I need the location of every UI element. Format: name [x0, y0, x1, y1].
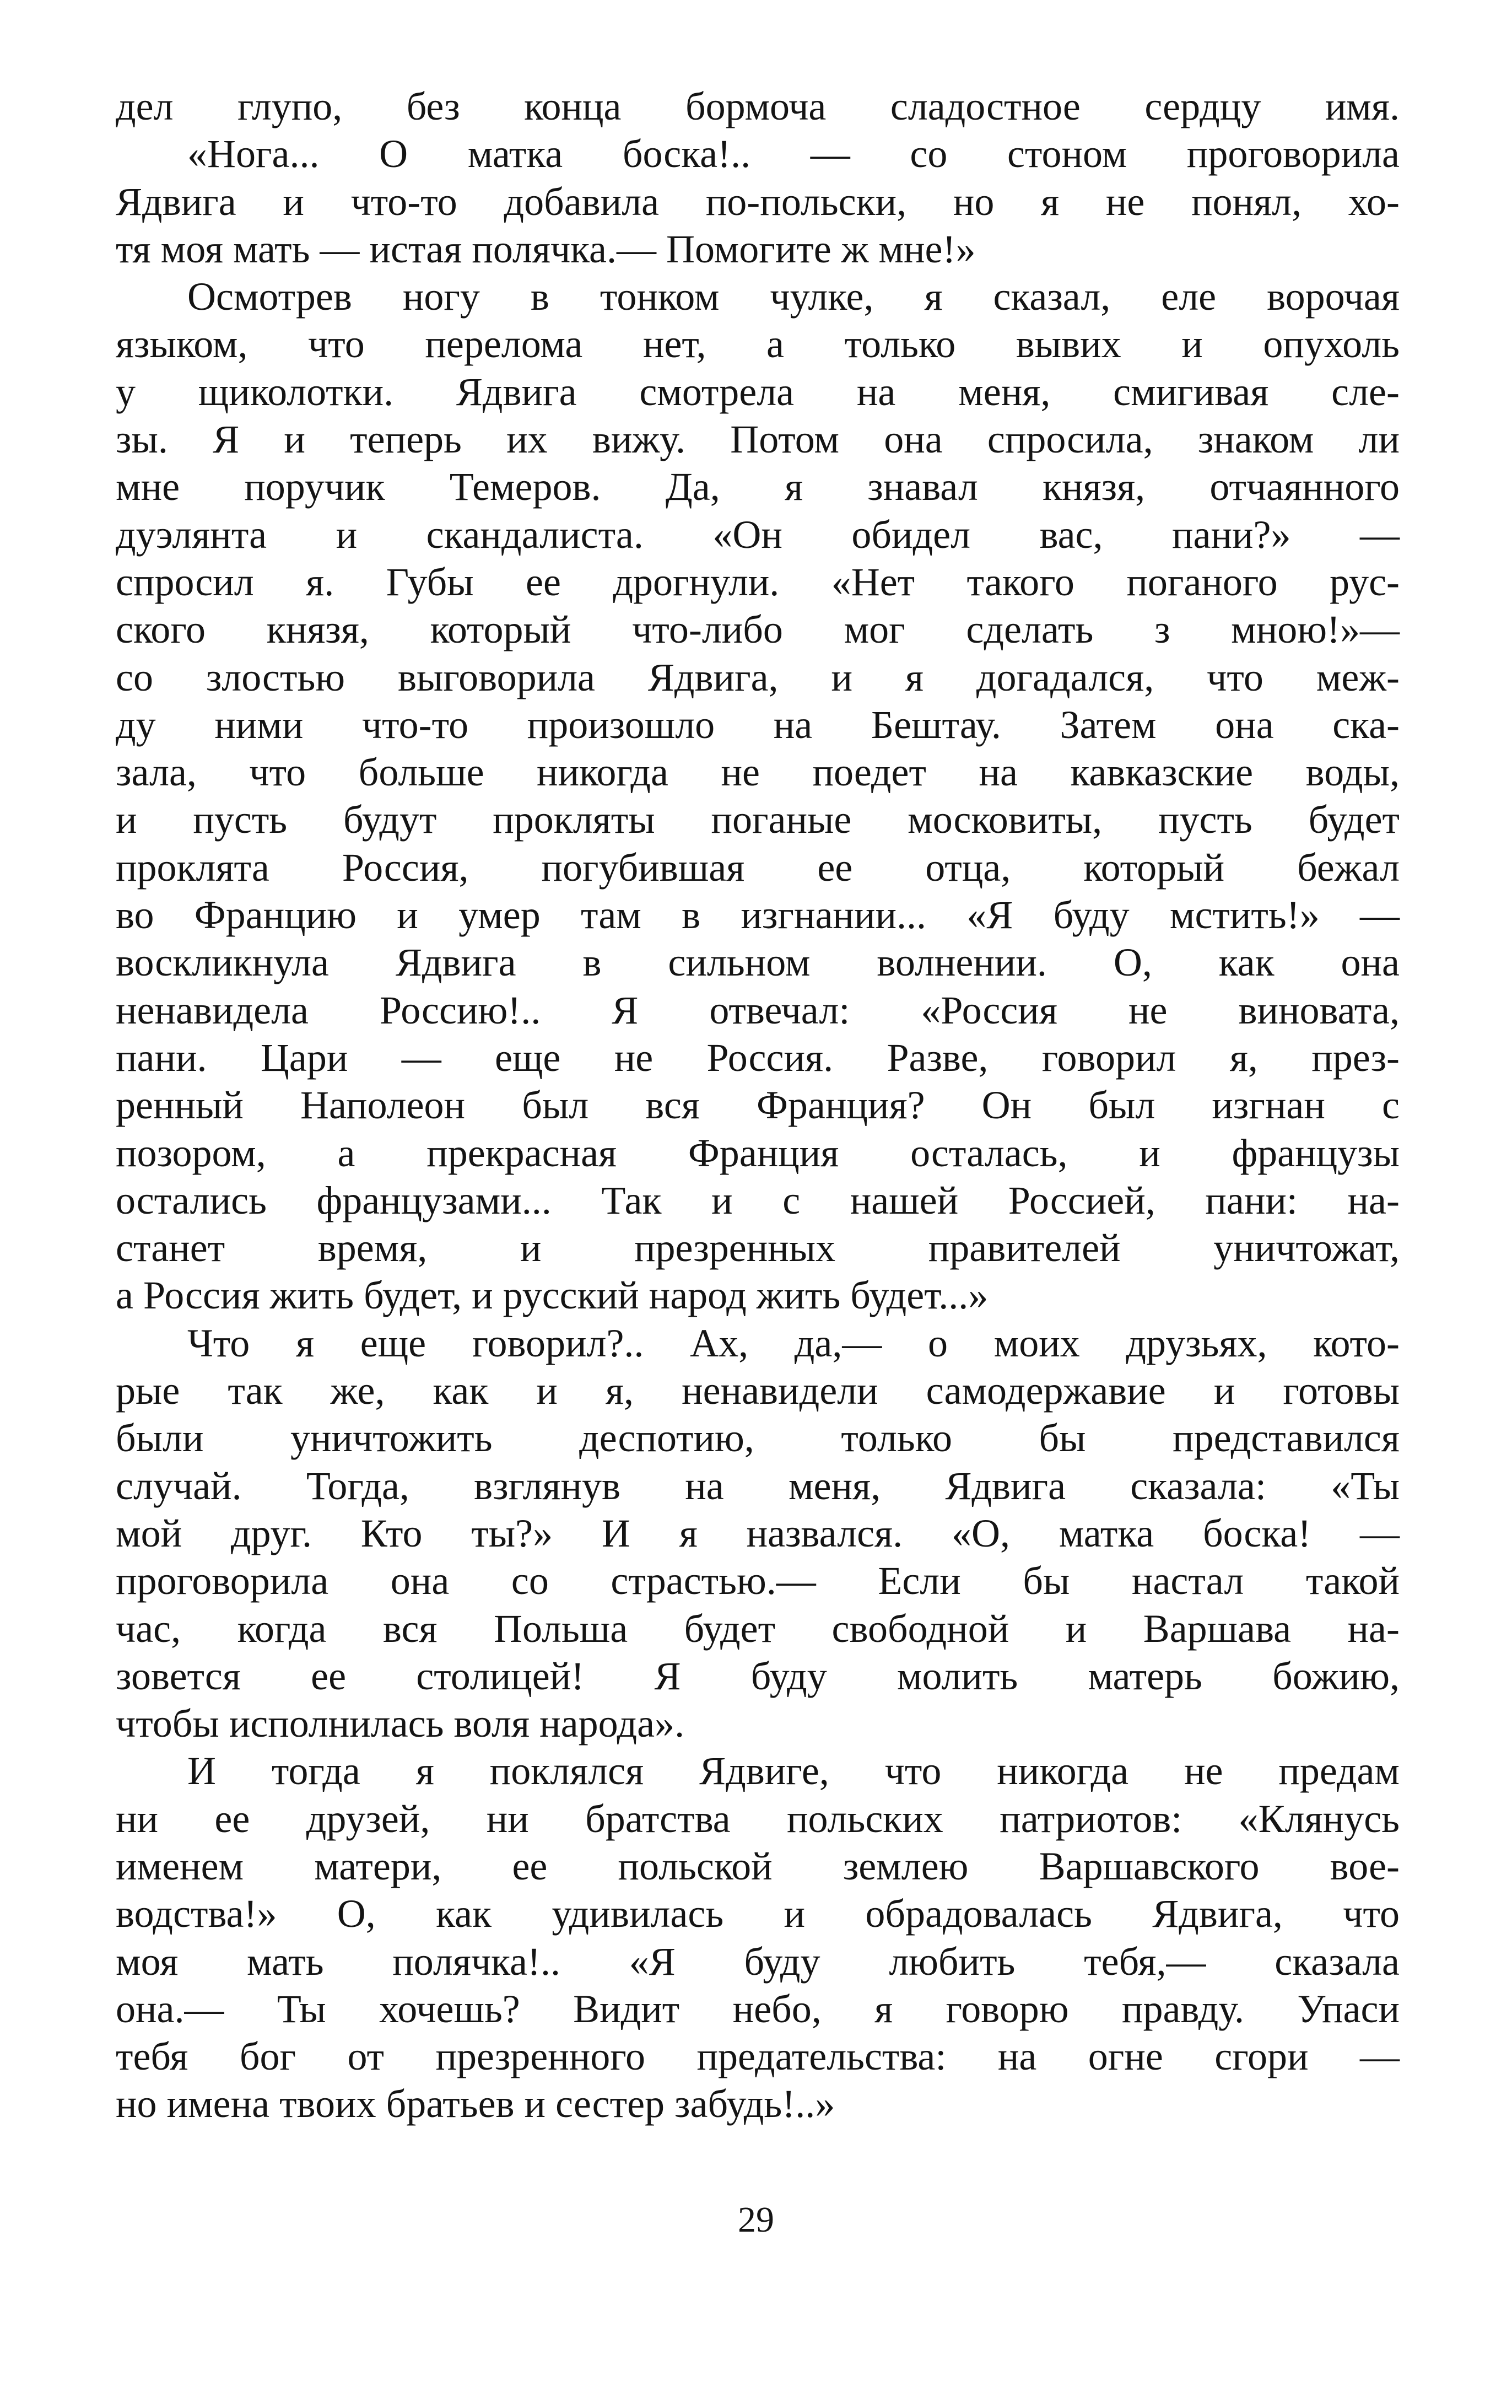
text-line: именем матери, ее польской землею Варшавского вое-: [116, 1844, 1400, 1888]
text-line: ду ними что-то произошло на Бештау. Затем она ска-: [116, 702, 1400, 747]
text-line: случай. Тогда, взглянув на меня, Ядвига сказала: «Ты: [116, 1463, 1400, 1508]
text-line: Осмотрев ногу в тонком чулке, я сказал, еле ворочая: [187, 274, 1400, 319]
text-line: ского князя, который что-либо мог сделать з мною!»—: [116, 607, 1400, 652]
text-line: ни ее друзей, ни братства польских патриотов: «Клянусь: [116, 1796, 1400, 1841]
text-line: моя мать полячка!.. «Я буду любить тебя,— сказала: [116, 1939, 1400, 1984]
text-line: со злостью выговорила Ядвига, и я догадался, что меж-: [116, 655, 1400, 699]
text-line: остались французами... Так и с нашей Россией, пани: на-: [116, 1178, 1400, 1222]
text-line: и пусть будут прокляты поганые московиты, пусть будет: [116, 798, 1400, 842]
page-number: 29: [738, 2200, 774, 2240]
text-line: Ядвига и что-то добавила по-польски, но я не понял, хо-: [116, 179, 1400, 224]
text-line: проклята Россия, погубившая ее отца, который бежал: [116, 845, 1400, 890]
text-line: во Францию и умер там в изгнании... «Я буду мстить!» —: [116, 893, 1400, 938]
text-line: пани. Цари — еще не Россия. Разве, говорил я, през-: [116, 1035, 1400, 1080]
text-line: водства!» О, как удивилась и обрадовалась Ядвига, что: [116, 1892, 1400, 1936]
text-line: ненавидела Россию!.. Я отвечал: «Россия не виновата,: [116, 988, 1400, 1032]
text-line: но имена твоих братьев и сестер забудь!..»: [116, 2082, 835, 2126]
text-line: мой друг. Кто ты?» И я назвался. «О, матка боска! —: [116, 1511, 1400, 1555]
text-line: у щиколотки. Ядвига смотрела на меня, смигивая сле-: [116, 369, 1400, 414]
text-line: а Россия жить будет, и русский народ жить будет...»: [116, 1273, 989, 1318]
text-line: «Нога... О матка боска!.. — со стоном проговорила: [187, 132, 1400, 176]
text-line: мне поручик Темеров. Да, я знавал князя, отчаянного: [116, 465, 1400, 509]
text-line: рые так же, как и я, ненавидели самодержавие и готовы: [116, 1369, 1400, 1413]
text-line: Что я еще говорил?.. Ах, да,— о моих друзьях, кото-: [187, 1321, 1400, 1365]
text-line: языком, что перелома нет, а только вывих и опухоль: [116, 322, 1400, 367]
text-line: И тогда я поклялся Ядвиге, что никогда не предам: [187, 1749, 1400, 1793]
text-line: зала, что больше никогда не поедет на кавказские воды,: [116, 750, 1400, 795]
text-line: зовется ее столицей! Я буду молить матерь божию,: [116, 1653, 1400, 1698]
text-line: позором, а прекрасная Франция осталась, и французы: [116, 1130, 1400, 1175]
text-line: ренный Наполеон был вся Франция? Он был изгнан с: [116, 1083, 1400, 1128]
text-line: чтобы исполнилась воля народа».: [116, 1701, 685, 1746]
text-line: она.— Ты хочешь? Видит небо, я говорю правду. Упаси: [116, 1986, 1400, 2031]
text-line: дуэлянта и скандалиста. «Он обидел вас, пани?» —: [116, 512, 1400, 557]
text-line: были уничтожить деспотию, только бы представился: [116, 1416, 1400, 1461]
body-text: [116, 83, 1400, 2128]
text-line: станет время, и презренных правителей уничтожат,: [116, 1226, 1400, 1270]
text-line: дел глупо, без конца бормоча сладостное сердцу имя.: [116, 84, 1400, 128]
text-line: час, когда вся Польша будет свободной и Варшава на-: [116, 1606, 1400, 1651]
text-line: воскликнула Ядвига в сильном волнении. О, как она: [116, 940, 1400, 985]
text-line: проговорила она со страстью.— Если бы настал такой: [116, 1559, 1400, 1603]
text-line: спросил я. Губы ее дрогнули. «Нет такого поганого рус-: [116, 559, 1400, 604]
text-line: тебя бог от презренного предательства: на огне сгори —: [116, 2034, 1400, 2079]
text-line: тя моя мать — истая полячка.— Помогите ж мне!»: [116, 227, 976, 271]
text-line: зы. Я и теперь их вижу. Потом она спросила, знаком ли: [116, 417, 1400, 462]
